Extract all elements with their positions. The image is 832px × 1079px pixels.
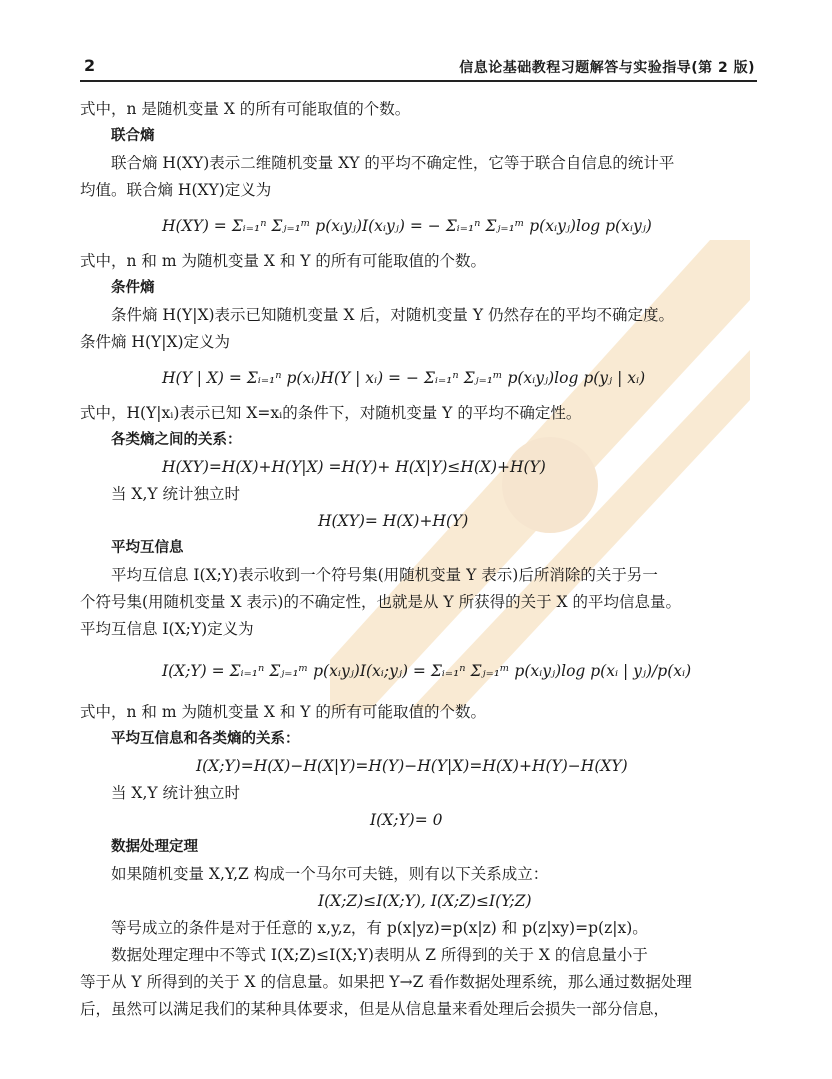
paragraph-line: 平均互信息 I(X;Y)表示收到一个符号集(用随机变量 Y 表示)后所消除的关于另一 bbox=[111, 566, 658, 584]
paragraph-line: 均值。联合熵 H(XY)定义为 bbox=[80, 181, 272, 199]
formula-mutual-information: I(X;Y) = Σᵢ₌₁ⁿ Σⱼ₌₁ᵐ p(xᵢyⱼ)I(xᵢ;yⱼ) = Σᵢ₌₁ⁿ Σⱼ₌₁ᵐ p(xᵢyⱼ)log p(xᵢ | yⱼ)/p(xᵢ) bbox=[162, 662, 692, 680]
paragraph-line: 等于从 Y 所得到的关于 X 的信息量。如果把 Y→Z 看作数据处理系统，那么通过数据处理 bbox=[80, 973, 692, 991]
formula-independent-entropy: H(XY)= H(X)+H(Y) bbox=[318, 512, 469, 530]
formula-joint-entropy: H(XY) = Σᵢ₌₁ⁿ Σⱼ₌₁ᵐ p(xᵢyⱼ)I(xᵢyⱼ) = − Σᵢ₌₁ⁿ Σⱼ₌₁ᵐ p(xᵢyⱼ)log p(xᵢyⱼ) bbox=[162, 217, 652, 235]
paragraph-line: 式中，n 是随机变量 X 的所有可能取值的个数。 bbox=[80, 100, 411, 118]
section-heading-conditional-entropy: 条件熵 bbox=[111, 280, 155, 296]
book-title: 信息论基础教程习题解答与实验指导(第 2 版) bbox=[459, 60, 755, 76]
paragraph-line: 条件熵 H(Y|X)定义为 bbox=[80, 333, 231, 351]
paragraph-line: 等号成立的条件是对于任意的 x,y,z，有 p(x|yz)=p(x|z) 和 p(z|xy)=p(z|x)。 bbox=[111, 919, 648, 937]
section-heading-mutual-information: 平均互信息 bbox=[111, 540, 184, 556]
paragraph-line: 后，虽然可以满足我们的某种具体要求，但是从信息量来看处理后会损失一部分信息， bbox=[80, 1000, 670, 1018]
paragraph-line: 数据处理定理中不等式 I(X;Z)≤I(X;Y)表明从 Z 所得到的关于 X 的信息量小于 bbox=[111, 946, 648, 964]
formula-data-processing-inequalities: I(X;Z)≤I(X;Y), I(X;Z)≤I(Y;Z) bbox=[318, 892, 532, 910]
paragraph-line: 式中，H(Y|xᵢ)表示已知 X=xᵢ的条件下，对随机变量 Y 的平均不确定性。 bbox=[80, 404, 582, 422]
section-heading-mutual-entropy-relations: 平均互信息和各类熵的关系： bbox=[111, 731, 300, 747]
paragraph-line: 当 X,Y 统计独立时 bbox=[111, 784, 241, 802]
paragraph-line: 平均互信息 I(X;Y)定义为 bbox=[80, 620, 254, 638]
section-heading-joint-entropy: 联合熵 bbox=[111, 128, 155, 144]
paragraph-line: 条件熵 H(Y|X)表示已知随机变量 X 后，对随机变量 Y 仍然存在的平均不确定度。 bbox=[111, 306, 675, 324]
formula-mutual-entropy-relations: I(X;Y)=H(X)−H(X|Y)=H(Y)−H(Y|X)=H(X)+H(Y)−H(XY) bbox=[196, 757, 628, 775]
formula-entropy-relations: H(XY)=H(X)+H(Y|X) =H(Y)+ H(X|Y)≤H(X)+H(Y) bbox=[162, 458, 546, 476]
section-heading-entropy-relations: 各类熵之间的关系： bbox=[111, 432, 242, 448]
formula-zero-mutual-information: I(X;Y)= 0 bbox=[370, 811, 443, 829]
formula-conditional-entropy: H(Y | X) = Σᵢ₌₁ⁿ p(xᵢ)H(Y | xᵢ) = − Σᵢ₌₁ⁿ Σⱼ₌₁ᵐ p(xᵢyⱼ)log p(yⱼ | xᵢ) bbox=[162, 369, 646, 387]
paragraph-line: 当 X,Y 统计独立时 bbox=[111, 485, 241, 503]
paragraph-line: 如果随机变量 X,Y,Z 构成一个马尔可夫链，则有以下关系成立： bbox=[111, 865, 549, 883]
paragraph-line: 式中，n 和 m 为随机变量 X 和 Y 的所有可能取值的个数。 bbox=[80, 252, 486, 270]
section-heading-data-processing-theorem: 数据处理定理 bbox=[111, 839, 198, 855]
page-body bbox=[80, 96, 762, 1023]
page-number: 2 bbox=[84, 56, 96, 75]
page-header bbox=[80, 56, 757, 82]
paragraph-line: 联合熵 H(XY)表示二维随机变量 XY 的平均不确定性，它等于联合自信息的统计平 bbox=[111, 154, 675, 172]
paragraph-line: 个符号集(用随机变量 X 表示)的不确定性，也就是从 Y 所获得的关于 X 的平均信息量。 bbox=[80, 593, 681, 611]
paragraph-line: 式中，n 和 m 为随机变量 X 和 Y 的所有可能取值的个数。 bbox=[80, 703, 486, 721]
